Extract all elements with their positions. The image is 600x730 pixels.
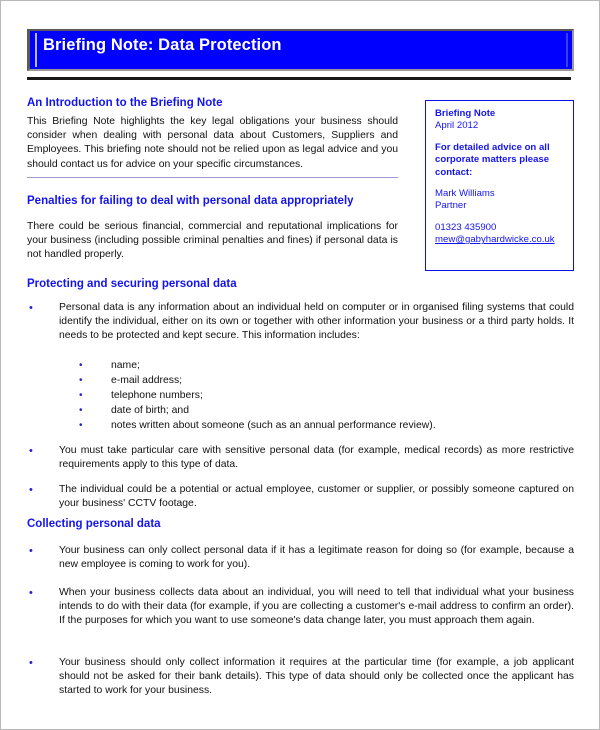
list-item [79,359,140,374]
bullet-icon: • [79,405,83,416]
penalties-paragraph: There could be serious financial, commercial and reputational implications for your business (including possible criminal penalties and fines) if personal data is not handled properly. [27,221,398,261]
banner-right-accent [566,33,568,67]
list-item [29,544,574,572]
intro-paragraph: This Briefing Note highlights the key legal obligations your business should consider when dealing with personal data about Customers, Suppliers and Employees. This briefing note should not be relied upon as legal advice and you should contact us for advice on your specific circumstances. [27,116,398,170]
list-item-text: When your business collects data about an individual, you will need to tell that individual what your business intends to do with their data (for example, if you are collecting a customer's e-mail address to confirm an order). If the purposes for which you want to use someone's data change later, you must approach them again. [59,587,574,627]
list-item-text: The individual could be a potential or actual employee, customer or supplier, or possibly someone captured on your business' CCTV footage. [59,484,574,510]
bullet-icon: • [29,657,33,669]
contact-advice-line: For detailed advice on all corporate matters please contact: [435,141,550,178]
list-item-text: e-mail address; [111,375,183,386]
list-item [29,301,574,344]
list-item [29,444,574,472]
bullet-icon: • [29,484,33,496]
contact-role: Partner [435,200,467,212]
contact-spacer-3 [435,213,567,222]
list-item-text: Personal data is any information about an individual held on computer or in organised filing systems that could identify the individual, either on its own or together with other information your business or a third party holds. It needs to be protected and kept secure. This information includes: [59,302,574,342]
contact-title: Briefing Note [435,108,496,119]
bullet-icon: • [29,302,33,314]
banner-left-accent [35,33,37,67]
list-item [79,404,189,419]
bullet-icon: • [29,587,33,599]
contact-box [425,100,574,271]
list-item [79,419,436,434]
header-rule [27,77,571,80]
bullet-icon: • [29,545,33,557]
intro-divider [27,177,398,178]
list-item-text: date of birth; and [111,405,189,416]
document-body [1,1,599,729]
contact-phone: 01323 435900 [435,221,497,233]
list-item [29,656,574,699]
bullet-icon: • [79,375,83,386]
contact-date: April 2012 [435,120,479,132]
heading-penalties: Penalties for failing to deal with personal data appropriately [27,195,354,207]
list-item-text: telephone numbers; [111,390,203,401]
document-header-banner [27,29,574,71]
contact-spacer-2 [435,179,567,188]
document-title: Briefing Note: Data Protection [43,36,282,54]
contact-name: Mark Williams [435,188,495,200]
list-item [29,586,574,629]
list-item-text: notes written about someone (such as an annual performance review). [111,420,436,431]
contact-spacer-1 [435,133,567,142]
heading-introduction: An Introduction to the Briefing Note [27,97,223,109]
contact-email-link[interactable]: mew@gabyhardwicke.co.uk [435,234,555,246]
contact-box-content [435,108,567,247]
bullet-icon: • [79,360,83,371]
heading-collecting: Collecting personal data [27,518,161,530]
list-item-text: name; [111,360,140,371]
heading-protecting-securing: Protecting and securing personal data [27,278,237,290]
bullet-icon: • [79,390,83,401]
list-item [79,389,203,404]
bullet-icon: • [29,445,33,457]
bullet-icon: • [79,420,83,431]
list-item-text: Your business should only collect information it requires at the particular time (for example, a job applicant should not be asked for their bank details). This type of data should only be collected once the applicant has started to work for your business. [59,657,574,697]
list-item-text: Your business can only collect personal data if it has a legitimate reason for doing so (for example, because a new employee is coming to work for you). [59,545,574,571]
list-item [79,374,183,389]
list-item [29,483,574,511]
list-item-text: You must take particular care with sensitive personal data (for example, medical records) as more restrictive requirements apply to this type of data. [59,445,574,471]
